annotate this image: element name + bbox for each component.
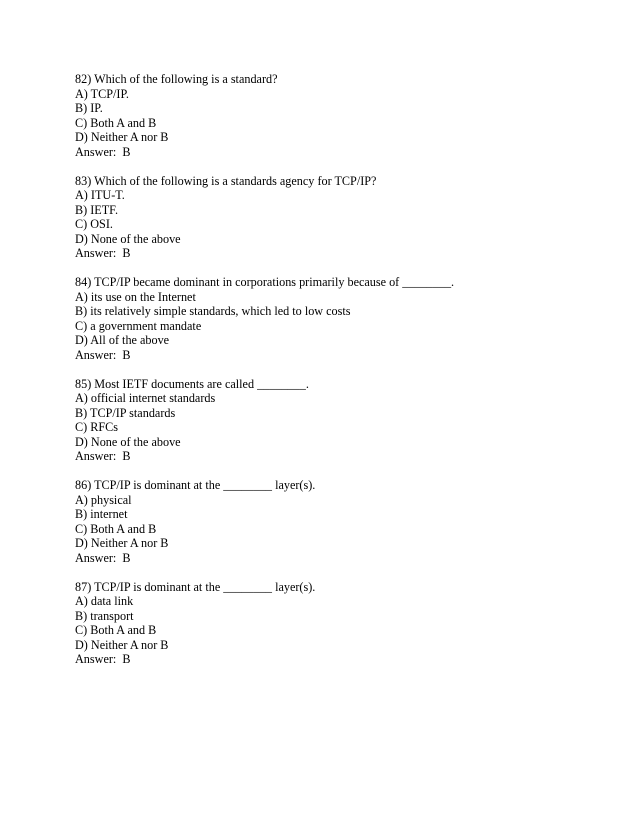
option-b: B) its relatively simple standards, which led to low costs bbox=[75, 304, 351, 318]
option-c: C) RFCs bbox=[75, 420, 119, 434]
question-block bbox=[75, 377, 595, 464]
question-stem: 87) TCP/IP is dominant at the ________ layer(s). bbox=[75, 579, 316, 594]
option-d: D) None of the above bbox=[75, 231, 181, 246]
question-stem: 83) Which of the following is a standards agency for TCP/IP? bbox=[75, 173, 377, 188]
option-b: B) internet bbox=[75, 507, 128, 521]
option-a: A) its use on the Internet bbox=[75, 289, 196, 304]
option-c: C) OSI. bbox=[75, 217, 113, 231]
option-a: A) ITU-T. bbox=[75, 188, 125, 202]
option-b: B) transport bbox=[75, 608, 134, 623]
option-d: D) All of the above bbox=[75, 333, 170, 347]
answer-line: Answer: B bbox=[75, 347, 131, 362]
option-c: C) Both A and B bbox=[75, 521, 157, 536]
question-block bbox=[75, 72, 595, 159]
question-stem: 84) TCP/IP became dominant in corporations primarily because of ________. bbox=[75, 275, 455, 289]
answer-line: Answer: B bbox=[75, 449, 131, 463]
option-d: D) Neither A nor B bbox=[75, 536, 169, 550]
answer-line: Answer: B bbox=[75, 652, 131, 666]
option-a: A) physical bbox=[75, 492, 132, 507]
answer-line: Answer: B bbox=[75, 246, 131, 260]
option-c: C) Both A and B bbox=[75, 115, 157, 130]
question-stem: 85) Most IETF documents are called ________. bbox=[75, 376, 309, 391]
question-block bbox=[75, 478, 595, 565]
option-d: D) Neither A nor B bbox=[75, 637, 169, 652]
question-block bbox=[75, 275, 595, 362]
answer-line: Answer: B bbox=[75, 144, 131, 159]
question-stem: 86) TCP/IP is dominant at the ________ layer(s). bbox=[75, 478, 316, 492]
document-page bbox=[75, 72, 595, 681]
option-c: C) Both A and B bbox=[75, 623, 157, 637]
option-b: B) IP. bbox=[75, 101, 103, 115]
option-b: B) TCP/IP standards bbox=[75, 405, 176, 420]
question-block bbox=[75, 580, 595, 667]
answer-line: Answer: B bbox=[75, 550, 131, 565]
question-stem: 82) Which of the following is a standard? bbox=[75, 72, 278, 86]
option-c: C) a government mandate bbox=[75, 318, 202, 333]
option-a: A) TCP/IP. bbox=[75, 86, 129, 101]
option-d: D) None of the above bbox=[75, 434, 181, 449]
option-a: A) official internet standards bbox=[75, 391, 216, 405]
option-d: D) Neither A nor B bbox=[75, 130, 169, 144]
question-block bbox=[75, 174, 595, 261]
option-a: A) data link bbox=[75, 594, 134, 608]
option-b: B) IETF. bbox=[75, 202, 119, 217]
